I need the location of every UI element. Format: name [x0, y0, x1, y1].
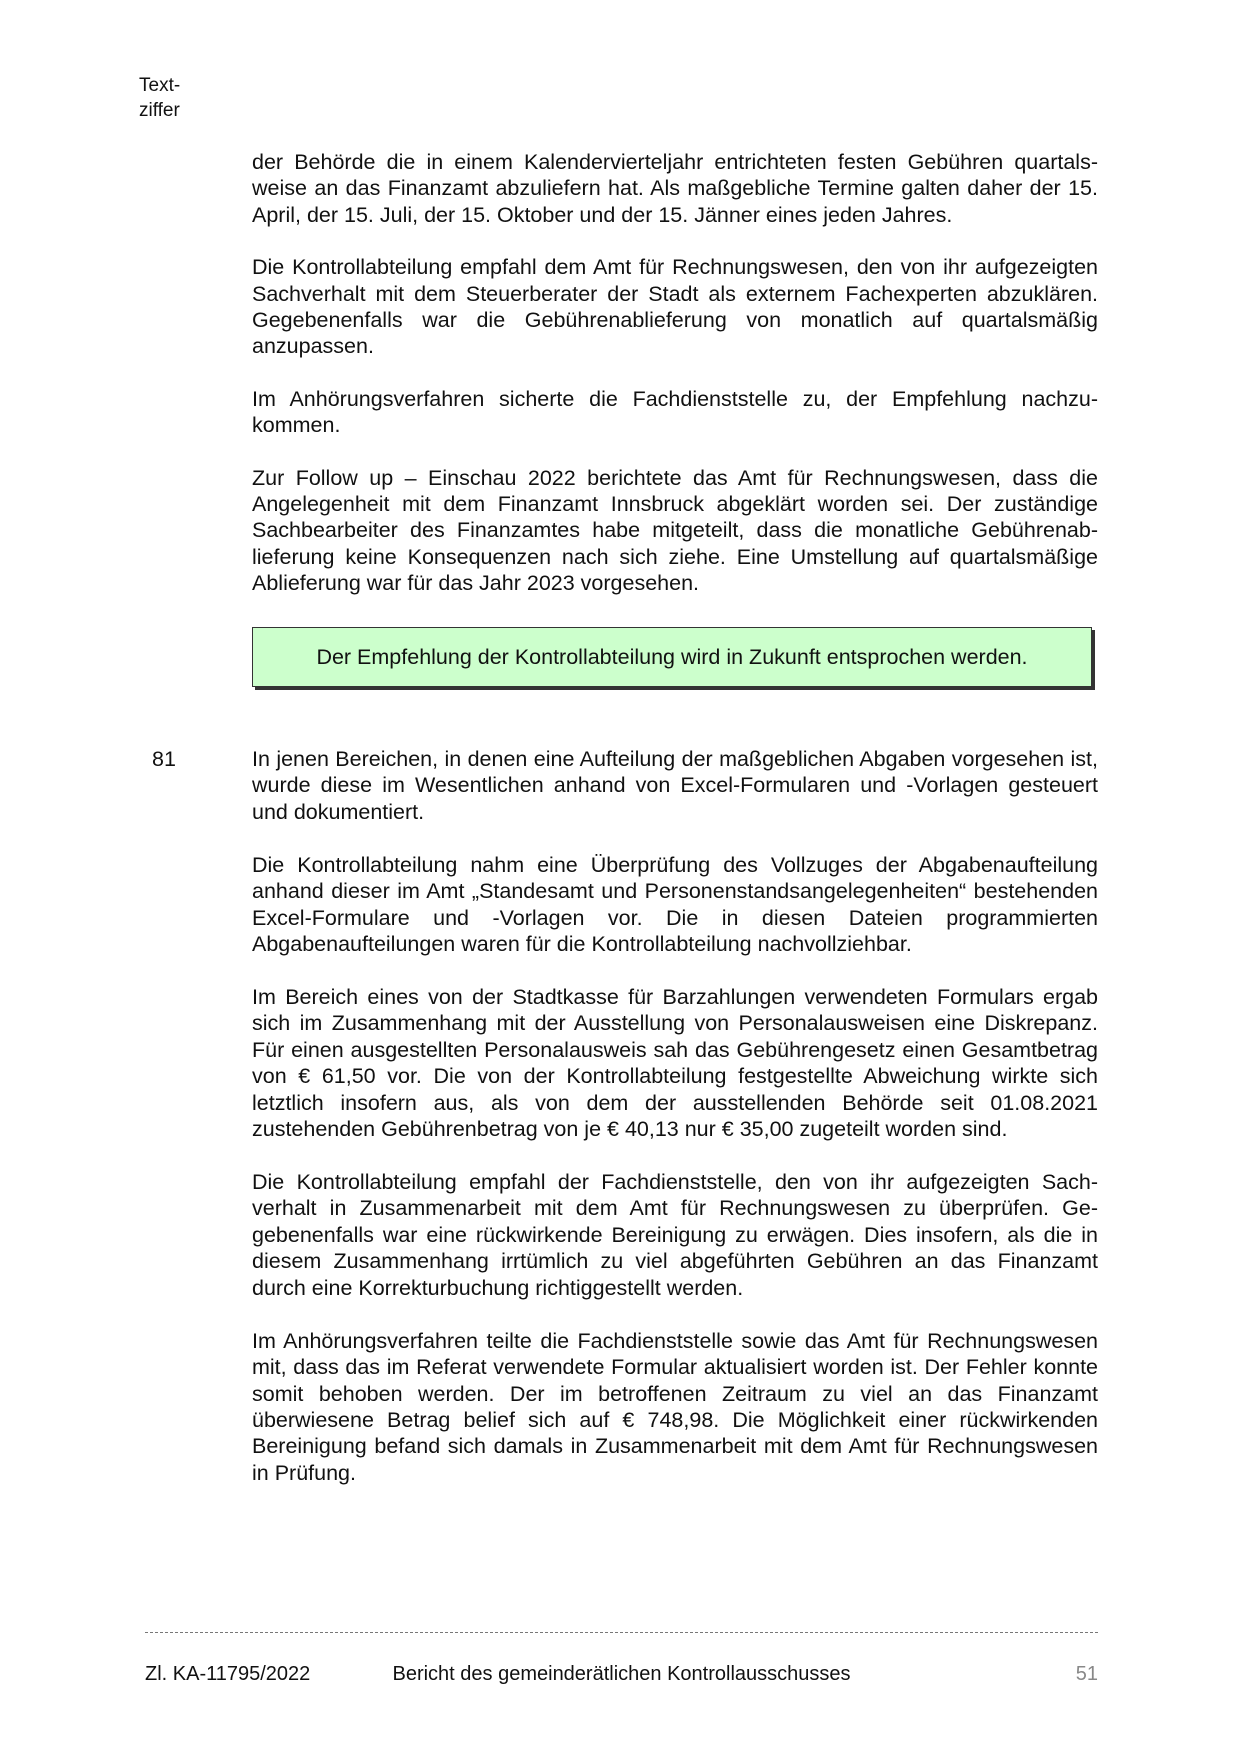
recommendation-callout-box [252, 627, 1092, 687]
continued-text-block [252, 149, 1098, 597]
paragraph: Im Bereich eines von der Stadtkasse für Barzahlungen verwendeten Formulars ergab sich im Zusammenhang mit der Ausstellung von Personalausweisen eine Diskrepanz. Für einen ausgestellten Personalausweis sah das Gebührengesetz einen Gesamtbetrag von € 61,50 vor. Die von der Kontrollabteilung festgestellte Abweichung wirkte sich letztlich insofern aus, als von dem der ausstellenden Behörde seit 01.08.2021 zustehenden Gebührenbetrag von je € 40,13 nur € 35,00 zugeteilt worden sind. [252, 985, 1098, 1142]
footer-page-number: 51 [1075, 1663, 1098, 1685]
paragraph: Zur Follow up – Einschau 2022 berichtete das Amt für Rechnungswesen, dass die Angelegenheit mit dem Finanzamt Innsbruck abgeklärt worden sei. Der zuständige Sachbearbeiter des Finanzamtes habe mitgeteilt, dass die monatliche Gebührenablieferung keine Konsequenzen nach sich ziehe. Eine Umstellung auf quartalsmäßige Ablieferung war für das Jahr 2023 vorgesehen. [252, 465, 1098, 596]
paragraph: Die Kontrollabteilung empfahl der Fachdienststelle, den von ihr aufgezeigten Sachverhalt in Zusammenarbeit mit dem Amt für Rechnungswesen zu überprüfen. Gegebenenfalls war eine rückwirkende Bereinigung zu erwägen. Dies insofern, als die in diesem Zusammenhang irrtümlich zu viel abgeführten Gebühren an das Finanzamt durch eine Korrekturbuchung richtiggestellt werden. [252, 1170, 1098, 1300]
recommendation-callout-text: Der Empfehlung der Kontrollabteilung wird in Zukunft entsprochen werden. [316, 644, 1028, 669]
margin-label-line2: ziffer [139, 100, 180, 121]
margin-label-textziffer [139, 73, 219, 123]
footer-document-reference: Zl. KA-11795/2022 [145, 1663, 311, 1685]
paragraph: Die Kontrollabteilung nahm eine Überprüfung des Vollzuges der Abgabenaufteilung anhand dieser im Amt „Standesamt und Personenstandsangelegenheiten“ bestehenden Excel-Formulare und -Vorlagen vor. Die in diesen Dateien programmierten Abgabenaufteilungen waren für die Kontrollabteilung nachvollziehbar. [252, 852, 1098, 957]
page-footer [145, 1661, 1098, 1691]
paragraph: Im Anhörungsverfahren teilte die Fachdienststelle sowie das Amt für Rechnungswesen mit, dass das im Referat verwendete Formular aktualisiert worden ist. Der Fehler konnte somit behoben werden. Der im betroffenen Zeitraum zu viel an das Finanzamt überwiesene Betrag belief sich auf € 748,98. Die Möglichkeit einer rückwirkenden Bereinigung befand sich damals in Zusammenarbeit mit dem Amt für Rechnungswesen in Prüfung. [252, 1328, 1098, 1485]
footer-divider [145, 1632, 1098, 1633]
section-81-text-block [252, 746, 1098, 1486]
footer-report-title: Bericht des gemeinderätlichen Kontrollausschusses [392, 1663, 851, 1685]
paragraph: der Behörde die in einem Kalendervierteljahr entrichteten festen Gebühren quartalsweise an das Finanzamt abzuliefern hat. Als maßgebliche Termine galten daher der 15. April, der 15. Juli, der 15. Oktober und der 15. Jänner eines jeden Jahres. [252, 150, 1098, 227]
paragraph: In jenen Bereichen, in denen eine Aufteilung der maßgeblichen Abgaben vorgesehen ist, wurde diese im Wesentlichen anhand von Excel-Formularen und -Vorlagen gesteuert und dokumentiert. [252, 747, 1098, 824]
section-number: 81 [152, 747, 176, 771]
paragraph: Die Kontrollabteilung empfahl dem Amt für Rechnungswesen, den von ihr aufgezeigten Sachverhalt mit dem Steuerberater der Stadt als externem Fachexperten abzuklären. Gegebenenfalls war die Gebührenablieferung von monatlich auf quartalsmäßig anzupassen. [252, 255, 1098, 359]
margin-label-line1: Text- [139, 75, 181, 96]
paragraph: Im Anhörungsverfahren sicherte die Fachdienststelle zu, der Empfehlung nachzukommen. [252, 386, 1098, 438]
